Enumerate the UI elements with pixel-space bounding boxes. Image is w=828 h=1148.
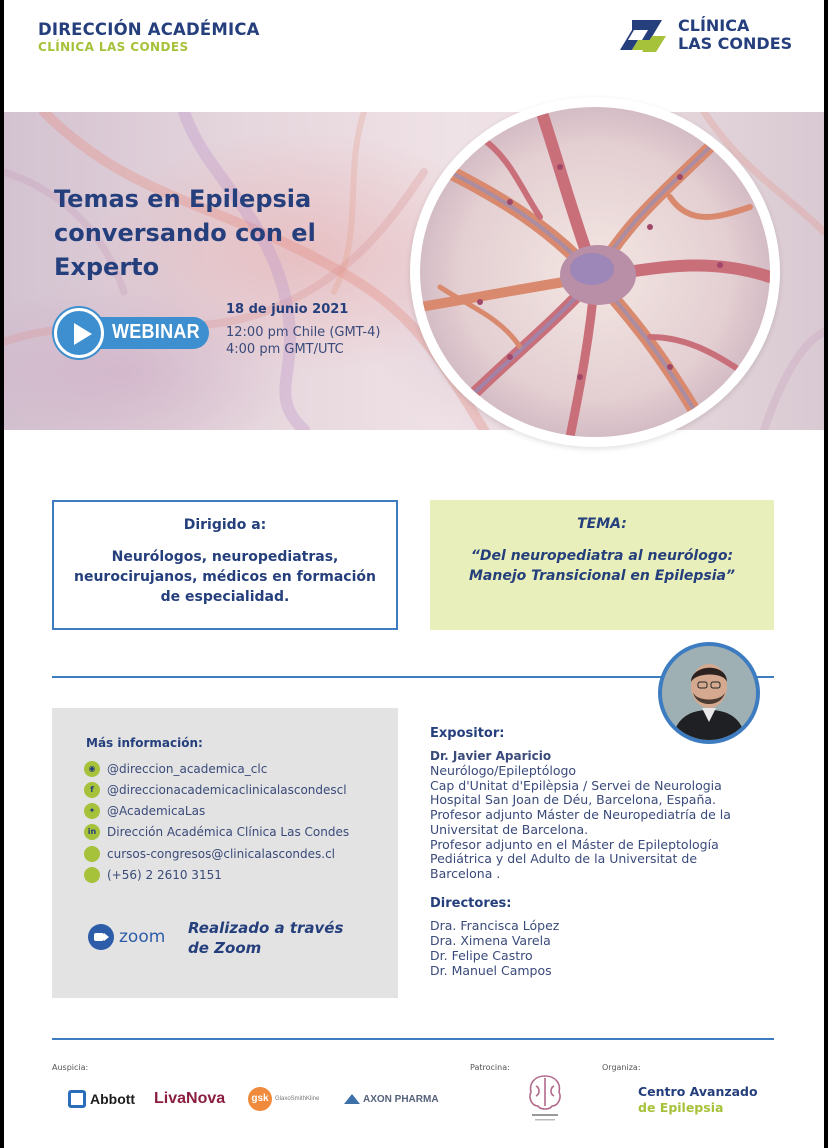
speaker-bio-line: Neurólogo/Epileptólogo [430,763,577,778]
speaker-bio-line: Pediátrica y del Adulto de la Universitat de [430,851,698,867]
contact-twitter[interactable] [84,802,205,820]
speaker-photo [662,646,756,740]
zoom-camera-icon [88,924,114,950]
logo-line-2: LAS CONDES [678,34,793,53]
contact-phone[interactable] [84,866,222,884]
clinica-logo [618,14,808,58]
zoom-wordmark: zoom [119,927,166,947]
speaker-heading: Expositor: [430,726,505,741]
poster [4,0,824,1148]
contact-heading: Más información: [86,736,203,750]
contact-panel [52,708,398,998]
speaker-bio-line: Universitat de Barcelona. [430,821,589,837]
sponsor-abbott-name: Abbott [90,1091,136,1107]
sponsor-axon [344,1088,439,1110]
event-time-utc: 4:00 pm GMT/UTC [226,342,344,357]
clinica-logo-text [678,17,792,53]
zoom-note [188,918,343,958]
contact-email-text: cursos-congresos@clinicalascondes.cl [107,847,336,861]
sponsor-gsk [248,1088,319,1110]
event-time-chile: 12:00 pm Chile (GMT-4) [226,325,381,340]
organizer-label: Organiza: [602,1063,641,1072]
contact-twitter-text: @AcademicaLas [107,804,206,818]
abbott-logo-icon [68,1090,86,1108]
audience-text: Neurólogos, neuropediatras, neurocirujanos, médicos en formación de especialidad. [74,549,376,605]
twitter-icon: ✦ [84,803,100,819]
zoom-note-line-2: de Zoom [188,939,262,957]
contact-instagram-text: @direccion_academica_clc [107,762,268,776]
sponsor-livanova [154,1088,225,1110]
speaker-bio [430,764,770,882]
director-name: Dra. Ximena Varela [430,933,551,948]
speaker-bio-line: Barcelona . [430,865,501,881]
director-name: Dra. Francisca López [430,918,560,933]
speaker-bio-line: Cap d'Unitat d'Epilèpsia / Servei de Neurologia [430,777,722,793]
instagram-icon: ◉ [84,761,100,777]
speaker-avatar [658,642,760,744]
audience-heading: Dirigido a: [183,517,267,533]
contact-email[interactable] [84,845,335,863]
contact-linkedin[interactable] [84,823,349,841]
speaker-bio-line: Hospital San Joan de Déu, Barcelona, España. [430,792,717,808]
contact-facebook-text: @direccionacademicaclinicalascondescl [107,783,347,797]
sponsor-livanova-name: LivaNova [154,1090,226,1107]
zoom-note-line-1: Realizado a través [188,919,344,937]
header-subtitle: CLÍNICA LAS CONDES [38,40,189,54]
email-icon [84,846,100,862]
directors-heading: Directores: [430,896,512,911]
header-title: DIRECCIÓN ACADÉMICA [38,20,260,39]
facebook-icon: f [84,782,100,798]
speaker-name: Dr. Javier Aparicio [430,749,552,763]
speaker-bio-line: Profesor adjunto Máster de Neuropediatría de la [430,807,731,823]
clinica-logo-icon [618,14,670,58]
contact-instagram[interactable] [84,760,267,778]
sponsor-axon-name: AXON PHARMA [363,1093,439,1105]
sponsors-label: Auspicia: [52,1063,89,1072]
neuron-illustration [420,107,770,437]
director-name: Dr. Manuel Campos [430,963,552,978]
event-title: Temas en Epilepsia conversando con el Experto [54,185,316,281]
zoom-logo [88,924,165,950]
contact-linkedin-text: Dirección Académica Clínica Las Condes [107,825,350,839]
patron-label: Patrocina: [470,1063,510,1072]
logo-line-1: CLÍNICA [678,16,750,35]
topic-heading: TEMA: [577,516,627,532]
webinar-badge [54,308,209,356]
organizer-name [638,1084,758,1116]
contact-phone-text: (+56) 2 2610 3151 [107,868,222,882]
speaker-bio-line: Profesor adjunto en el Máster de Epileptología [430,836,719,852]
event-date: 18 de junio 2021 [226,302,349,317]
organizer-line-1: Centro Avanzado [638,1084,758,1099]
sponsor-abbott [68,1088,135,1110]
brain-logo-icon [524,1070,566,1126]
sponsor-gsk-name: GlaxoSmithKline [275,1096,320,1102]
axon-logo-icon [344,1094,360,1104]
play-icon [54,308,104,358]
audience-box [52,500,398,630]
organizer-line-2: de Epilepsia [638,1100,724,1115]
gsk-logo-icon: gsk [248,1087,272,1111]
topic-text: “Del neuropediatra al neurólogo: Manejo Transicional en Epilepsia” [468,548,736,584]
phone-icon [84,867,100,883]
topic-box [430,500,774,630]
contact-facebook[interactable] [84,781,347,799]
linkedin-icon: in [84,824,100,840]
neuron-image [410,97,780,447]
speaker-portrait [662,646,756,740]
webinar-label: WEBINAR [112,321,200,343]
director-name: Dr. Felipe Castro [430,948,533,963]
footer-divider [52,1038,774,1040]
directors-list [430,918,559,978]
